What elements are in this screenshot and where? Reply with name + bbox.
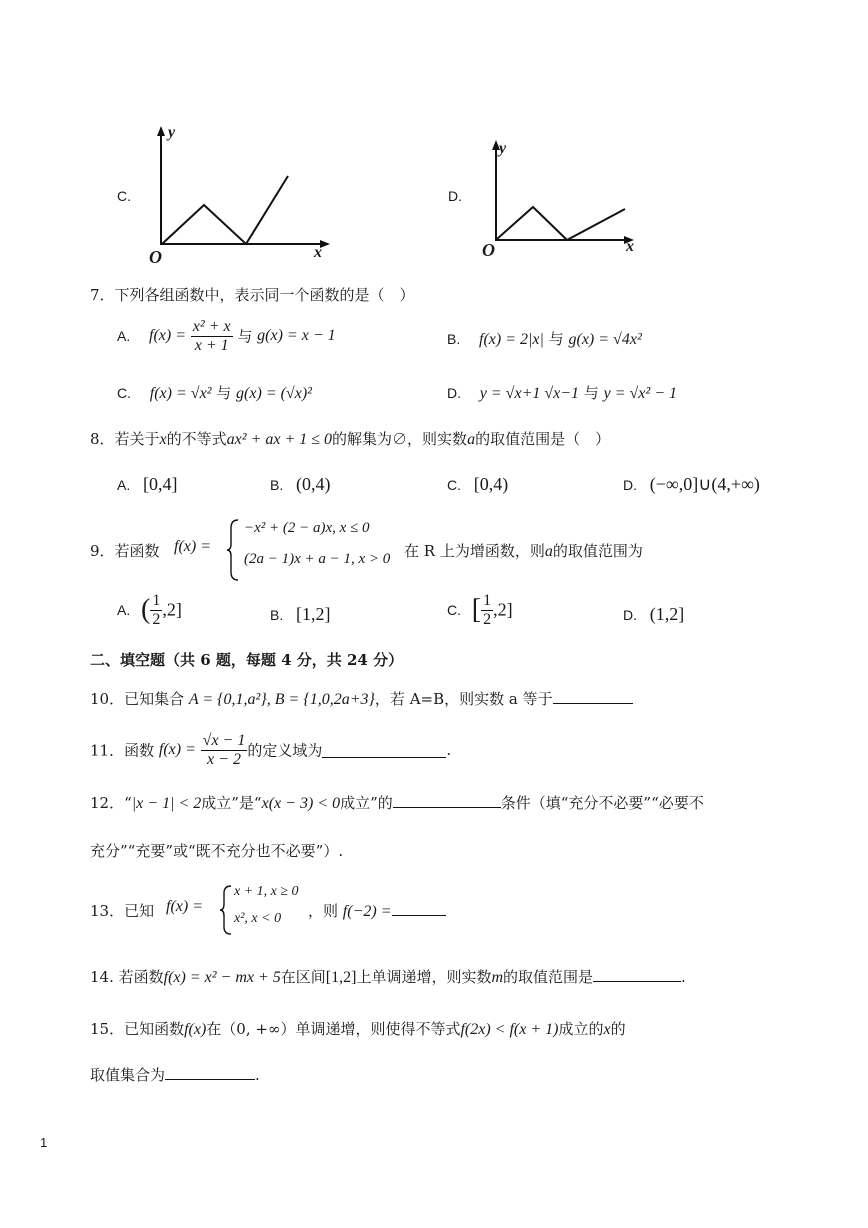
q11-f: f(x) = [158,741,196,759]
q9-brace [226,518,240,582]
q14 [90,966,686,987]
q14-expr: f(x) = x² − mx + 5 [163,969,281,986]
graph-c-curve [162,176,288,244]
q8-option-c-letter: C. [447,477,461,493]
q9-f: f(x) = [174,538,211,555]
q9-option-a [117,592,182,628]
q15-dot: . [255,1066,260,1084]
q10-answer-blank[interactable] [553,689,633,704]
q14-answer-blank[interactable] [593,967,681,982]
graph-d-label: D. [448,188,462,204]
q15-f: f(x) [184,1021,207,1038]
graph-d-y-label: y [499,140,507,157]
q14-var-m: m [491,969,504,986]
q9-option-d-letter: D. [623,607,637,623]
q13-brace [219,884,233,936]
section-2-heading: 二、填空题（共 6 题，每题 4 分，共 24 分） [90,651,404,669]
q7-option-a [117,318,336,354]
q15-post: 成立的 [558,1020,604,1038]
q9-option-c-num: 1 [483,592,492,609]
q9-option-b [270,604,331,625]
q7-option-b-f: f(x) = 2|x| [479,331,544,348]
q7-option-b-g: g(x) = √4x² [568,331,642,348]
q12-line1-post: 成立”的 [340,794,393,812]
q8-option-a-letter: A. [117,477,131,493]
q9-option-a-fraction [150,592,162,628]
q15-var-x: x [603,1021,611,1038]
q9-option-b-letter: B. [270,607,284,623]
graph-c-origin: O [149,247,162,267]
q14-dot: . [681,968,686,986]
q13-post: ，则 [308,902,339,920]
graph-c-x-label: x [314,244,322,261]
q9-stem-pre: 9．若函数 [90,542,160,560]
q8-stem [90,428,610,449]
graph-d-origin: O [482,240,495,260]
q9-stem-post-text: 在 R 上为增函数，则 [404,542,545,560]
q9-option-c-fraction [481,592,493,628]
q13-expr: f(−2) = [342,903,392,920]
q9-case1: −x² + (2 − a)x, x ≤ 0 [244,520,370,536]
q7-stem: 7．下列各组函数中，表示同一个函数的是（ ） [90,286,415,304]
q7-option-c-letter: C. [117,385,131,401]
graph-d-curve [497,207,625,240]
q8-stem-pre: 8．若关于 [90,430,160,448]
q9-option-b-value: [1,2] [296,604,331,624]
q9-case2: (2a − 1)x + a − 1, x > 0 [244,551,391,567]
q15-end: 的 [610,1020,626,1038]
q7-option-a-g: g(x) = x − 1 [257,327,336,345]
q12-line1-mid: 成立”是“ [201,794,262,812]
q7-option-a-f: f(x) = [149,327,187,345]
q7-option-b [447,328,642,349]
q13-tail [308,900,446,921]
q7-option-a-den: x + 1 [194,336,229,354]
graph-c-label: C. [117,188,131,204]
q7-option-a-mid: 与 [237,327,253,346]
q14-post: 上单调递增，则实数 [356,968,492,986]
q7-option-d-mid: 与 [583,384,599,402]
q8-option-a-value: [0,4] [143,474,178,494]
q11-den: x − 2 [207,750,241,768]
q13-answer-blank[interactable] [392,901,446,916]
q10-post: ，若 A=B，则实数 a 等于 [374,690,553,708]
q14-pre: 14. 若函数 [90,968,164,986]
q11-num: √x − 1 [202,732,246,749]
q7-option-a-fraction [191,318,233,354]
q7-option-d-f: y = √x+1 √x−1 [479,385,580,402]
q8-option-a [117,474,178,495]
q8-option-d-value: (−∞,0]∪(4,+∞) [649,474,760,494]
q15-answer-blank[interactable] [165,1065,255,1080]
q14-end: 的取值范围是 [503,968,594,986]
q8-option-c-value: [0,4) [473,474,509,494]
q15-line-2 [90,1064,260,1085]
q8-option-b-letter: B. [270,477,284,493]
q9-option-c-open: [ [471,594,482,626]
q9-option-d [623,604,684,625]
q9-option-a-open: ( [141,594,151,626]
q15-line-1 [90,1018,626,1039]
q9-option-c-rest: ,2] [493,599,513,620]
q10 [90,688,633,709]
q12-answer-blank[interactable] [393,793,501,808]
q8-var-a: a [467,431,476,448]
q7-option-c-mid: 与 [216,384,232,402]
q10-pre: 10．已知集合 [90,690,185,708]
q8-stem-mid: 的不等式 [166,430,227,448]
q9-stem-post [404,540,643,561]
q7-option-d-letter: D. [447,385,461,401]
q9-option-a-rest: ,2] [162,599,182,620]
graph-c [140,120,340,270]
q9-var-a: a [544,543,553,560]
q11 [90,732,451,768]
q11-pre: 11．函数 [90,741,155,760]
q7-option-d-g: y = √x² − 1 [603,385,677,402]
q13-pre: 13．已知 [90,902,155,920]
q9-option-a-den: 2 [152,610,161,628]
q7-option-b-letter: B. [447,331,461,347]
q14-interval: [1,2] [325,969,357,986]
q15-inequality: f(2x) < f(x + 1) [460,1021,559,1038]
q12-inequality: x(x − 3) < 0 [261,795,341,812]
q12-line-2: 充分”“充要”或“既不充分也不必要”）. [90,842,344,860]
q7-option-c [117,382,312,403]
q9-stem-end: 的取值范围为 [552,542,643,560]
q13-case1: x + 1, x ≥ 0 [234,884,299,899]
q10-sets: A = {0,1,a²}, B = {1,0,2a+3} [188,691,375,708]
q11-post: 的定义域为 [247,741,323,760]
q9-option-c-den: 2 [483,610,492,628]
q15-line2: 取值集合为 [90,1066,166,1084]
q12-line1-end: 条件（填“充分不必要”“必要不 [500,794,704,812]
q11-end: . [446,741,452,760]
q12-abs: |x − 1| < 2 [131,795,202,812]
q8-option-d [623,474,760,495]
q13-case2: x², x < 0 [234,911,282,926]
q12-line1-pre: 12．“ [90,794,132,812]
q15-pre: 15．已知函数 [90,1020,185,1038]
graph-d-x-label: x [626,238,634,255]
q9-option-d-value: (1,2] [649,604,685,624]
q14-mid: 在区间 [280,968,326,986]
q8-option-c [447,474,508,495]
graph-c-y-arrow [157,126,165,136]
q12-line-1 [90,792,704,813]
q11-fraction [201,732,248,768]
q8-stem-end: 的取值范围是（ ） [475,430,611,448]
q7-option-d [447,382,677,403]
q11-answer-blank[interactable] [322,743,446,758]
q9-option-c-letter: C. [447,602,461,619]
q7-option-b-mid: 与 [548,330,564,348]
q15-mid: 在（0, +∞）单调递增，则使得不等式 [206,1020,461,1038]
graph-c-y-label: y [168,124,176,141]
q7-option-a-letter: A. [117,328,131,345]
q7-option-a-num: x² + x [192,318,231,335]
q8-option-b [270,474,331,495]
q8-option-d-letter: D. [623,477,637,493]
page-number: 1 [40,1135,48,1150]
q8-var-x: x [159,431,167,448]
q9-option-c [447,592,513,628]
q7-option-c-g: g(x) = (√x)² [236,385,312,402]
q8-inequality: ax² + ax + 1 ≤ 0 [226,431,333,448]
q9-option-a-letter: A. [117,602,131,619]
q13-f: f(x) = [166,898,203,915]
q9-option-a-num: 1 [152,592,161,609]
q7-option-c-f: f(x) = √x² [149,385,212,402]
q8-stem-post: 的解集为∅，则实数 [332,430,468,448]
q8-option-b-value: (0,4) [296,474,331,494]
